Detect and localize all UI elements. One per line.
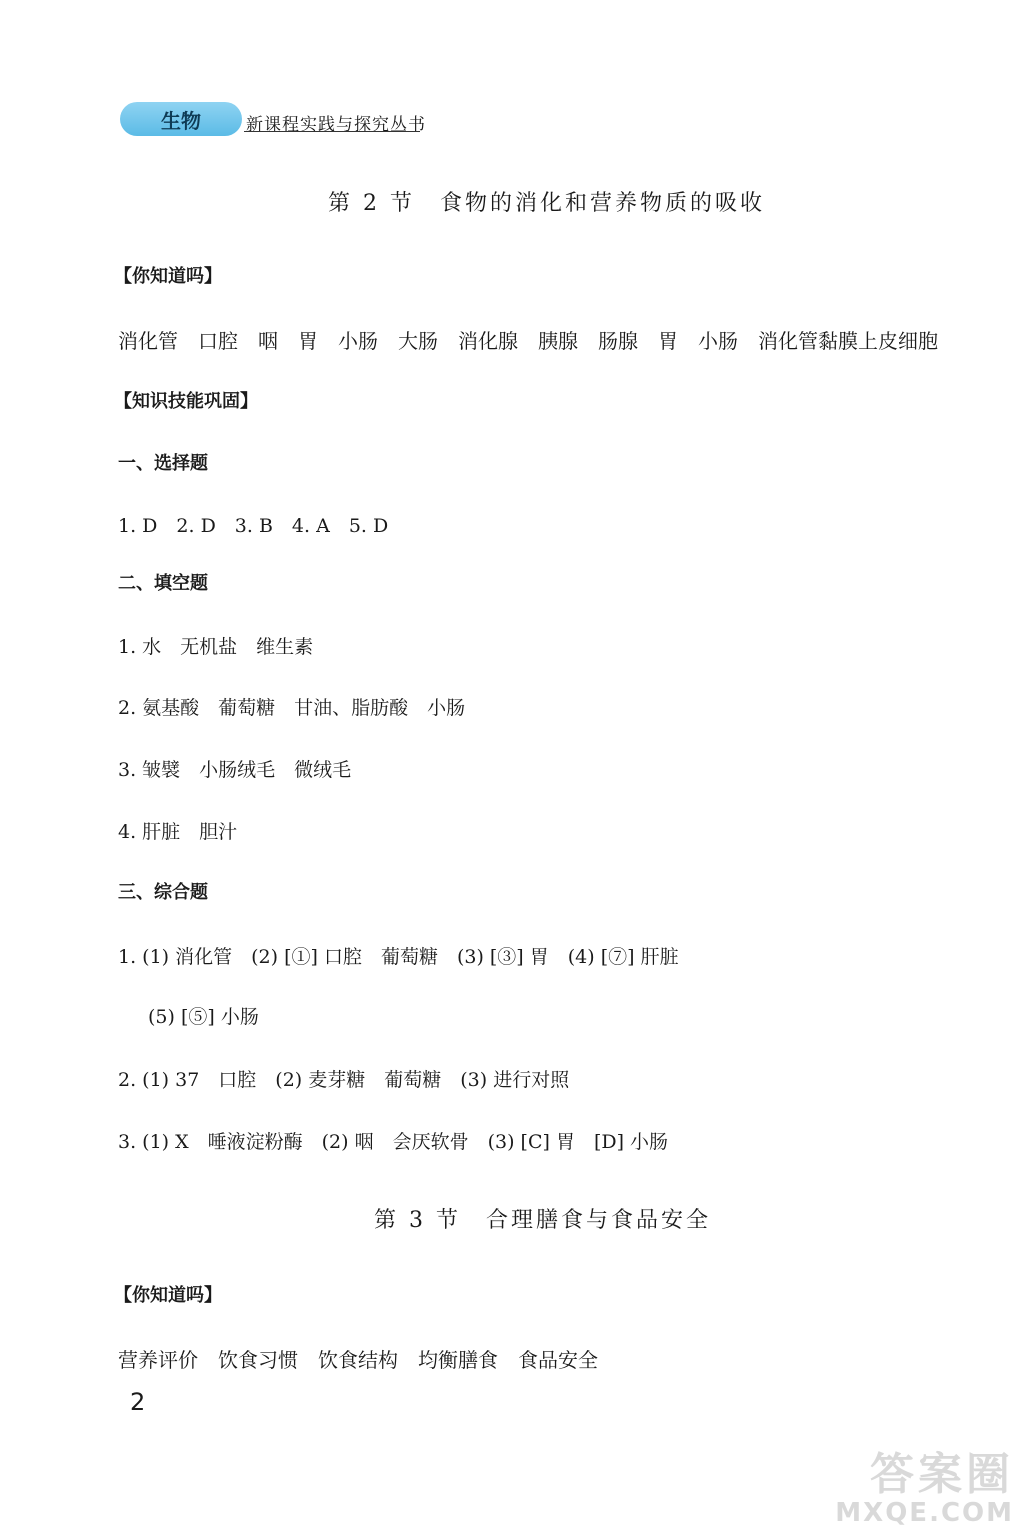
fill-answer-1: 1. 水 无机盐 维生素 (118, 636, 314, 658)
watermark-en: MXQE.COM (835, 1498, 1014, 1528)
fill-heading: 二、填空题 (118, 573, 208, 594)
comprehensive-answer-2: 2. (1) 37 口腔 (2) 麦芽糖 葡萄糖 (3) 进行对照 (118, 1069, 570, 1091)
subject-tag: 生物 (120, 102, 242, 136)
section-3-terms: 营养评价 饮食习惯 饮食结构 均衡膳食 食品安全 (118, 1348, 598, 1372)
comprehensive-answer-1-cont: (5) [⑤] 小肠 (148, 1006, 259, 1028)
section-2-title: 第 2 节 食物的消化和营养物质的吸收 (328, 191, 765, 216)
watermark-logo (804, 1438, 1014, 1528)
fill-answer-3: 3. 皱襞 小肠绒毛 微绒毛 (118, 759, 352, 781)
fill-answer-2: 2. 氨基酸 葡萄糖 甘油、脂肪酸 小肠 (118, 697, 466, 719)
section-3-title: 第 3 节 合理膳食与食品安全 (374, 1208, 711, 1233)
comprehensive-answer-1: 1. (1) 消化管 (2) [①] 口腔 葡萄糖 (3) [③] 胃 (4) [⑦] 肝脏 (118, 946, 679, 968)
series-underline (244, 131, 420, 132)
page-number: 2 (130, 1388, 146, 1416)
watermark-cn: 答案圈 (870, 1449, 1014, 1500)
choice-answers: 1. D 2. D 3. B 4. A 5. D (118, 515, 389, 537)
consolidation-label: 【知识技能巩固】 (114, 391, 258, 412)
series-title: 新课程实践与探究丛书 (246, 115, 426, 135)
fill-answer-4: 4. 肝脏 胆汁 (118, 821, 238, 843)
comprehensive-answer-3: 3. (1) X 唾液淀粉酶 (2) 咽 会厌软骨 (3) [C] 胃 [D] 小肠 (118, 1131, 669, 1153)
choice-heading: 一、选择题 (118, 453, 208, 474)
comprehensive-heading: 三、综合题 (118, 882, 208, 903)
did-you-know-terms: 消化管 口腔 咽 胃 小肠 大肠 消化腺 胰腺 肠腺 胃 小肠 消化管黏膜上皮细胞 (118, 329, 938, 353)
section-3-did-you-know-label: 【你知道吗】 (114, 1285, 222, 1306)
did-you-know-label: 【你知道吗】 (114, 266, 222, 287)
